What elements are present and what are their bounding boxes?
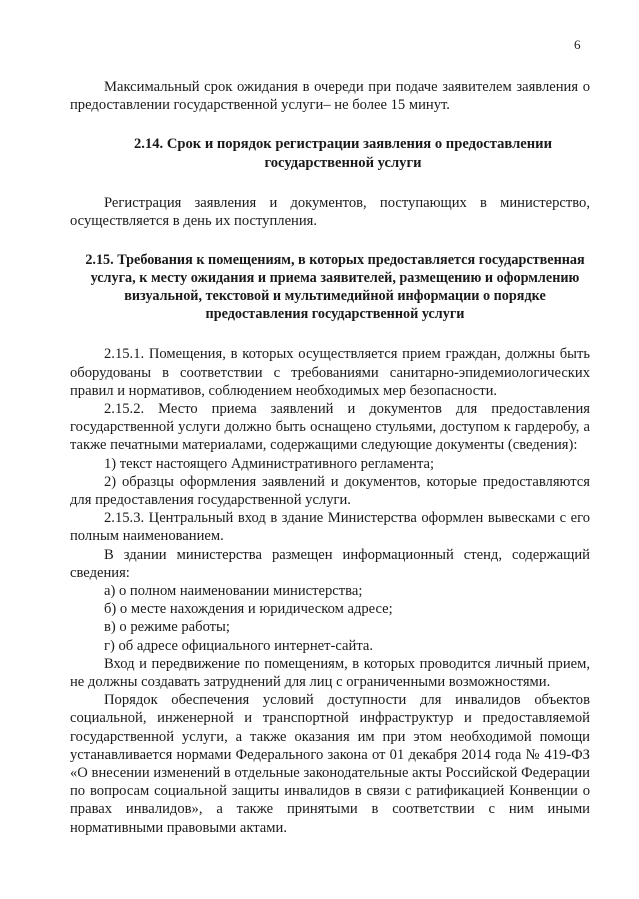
section-heading-2-14: 2.14. Срок и порядок регистрации заявления о предоставлении государственной услуги <box>133 136 552 171</box>
section-heading-2-15: 2.15. Требования к помещениям, в которых предоставляется государственная услуга, к месту ожидания и приема заявителей, размещению и оформлению визуальной, текстовой и мультимедийной информации о порядке предоставления государственной услуги <box>85 252 585 322</box>
list-item-v: в) о режиме работы; <box>104 619 230 636</box>
paragraph-2-15-2: 2.15.2. Место приема заявлений и документов для предоставления государственной услуги должно быть оснащено стульями, доступом к гардеробу, а также печатными материалами, содержащими следующие документы (сведения): <box>70 401 590 454</box>
list-item-g: г) об адресе официального интернет-сайта. <box>104 637 374 654</box>
paragraph-wait-time: Максимальный срок ожидания в очереди при подаче заявителем заявления о предоставлении государственной услуги– не более 15 минут. <box>70 79 590 114</box>
paragraph-2-15-3: 2.15.3. Центральный вход в здание Министерства оформлен вывесками с его полным наименованием. <box>70 510 590 545</box>
list-item-b: б) о месте нахождения и юридическом адресе; <box>104 601 393 618</box>
paragraph-entrance: Вход и передвижение по помещениям, в которых проводится личный прием, не должны создавать затруднений для лиц с ограниченными возможностями. <box>70 655 590 691</box>
paragraph-disabled-access: Порядок обеспечения условий доступности для инвалидов объектов социальной, инженерной и транспортной инфраструктур и предоставляемой государственной услуги, а также оказания им при этом необходимой помощи устанавливается нормами Федерального закона от 01 декабря 2014 года № 419-ФЗ «О внесении изменений в отдельные законодательные акты Российской Федерации по вопросам социальной защиты инвалидов в связи с ратификацией Конвенции о правах инвалидов», а также принятыми в соответствии с ним иными нормативными правовыми актами. <box>70 692 590 836</box>
paragraph-2-15-1: 2.15.1. Помещения, в которых осуществляется прием граждан, должны быть оборудованы в соответствии с требованиями санитарно-эпидемиологических правил и нормативов, соблюдением необходимых мер безопасности. <box>70 346 590 399</box>
paragraph-registration: Регистрация заявления и документов, поступающих в министерство, осуществляется в день их поступления. <box>70 194 590 230</box>
page-number: 6 <box>574 37 581 52</box>
page-content <box>70 78 590 837</box>
list-item-a: а) о полном наименовании министерства; <box>104 583 363 600</box>
paragraph-info-stand: В здании министерства размещен информационный стенд, содержащий сведения: <box>70 546 590 581</box>
list-item-1: 1) текст настоящего Административного регламента; <box>104 455 435 472</box>
list-item-2: 2) образцы оформления заявлений и документов, которые предоставляются для предоставления государственной услуги. <box>70 473 590 509</box>
